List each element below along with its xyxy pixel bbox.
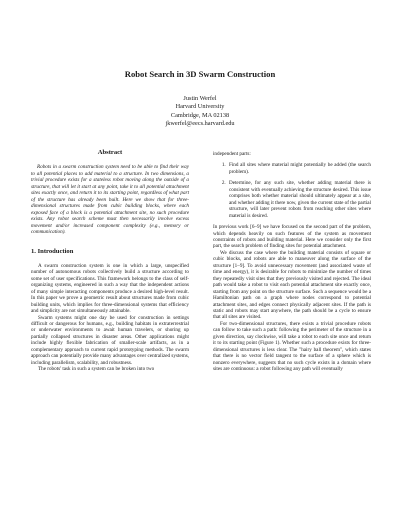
intro-paragraph: A swarm construction system is one in which a large, unspecified number of autonomous robots collectively build a structure according to some set of user specifications. This framework belongs to the class of self-organizing systems, engineered in such a way that the independent actions of many simple interacting components produce a desired high-level result. In this paper we prove a geometric result about structures made from cubic building units, which implies for three-dimensional systems that efficiency and simplicity are not simultaneously attainable. [31, 262, 189, 315]
abstract-text: Robots in a swarm construction system need to be able to find their way to all potential places to add material to a structure. In two dimensions, a trivial procedure exists for a stateless robot moving along the outside of a structure, that will let it start at any point, take it to all potential attachment sites exactly once, and return it to its starting point, regardless of what part of the structure has already been built. Here we show that for three-dimensional structures made from cubic building blocks, where each exposed face of a block is a potential attachment site, no such procedure exists. Any robot search scheme must then necessarily involve excess movement and/or increased component complexity (e.g., memory or communication). [31, 164, 189, 235]
body-paragraph: In previous work [6–9] we have focused on the second part of the problem, which depends heavily on such features of the system as movement constraints of robots and building material. Here we consider only the first part, the search problem of finding sites for potential attachment. [213, 224, 371, 250]
abstract-heading: Abstract [97, 149, 123, 156]
body-paragraph: We discuss the case where the building material consists of square or cubic blocks, and robots are able to maneuver along the surface of the structure [1–9]. To avoid unnecessary movement (and associated waste of time and energy), it is desirable for robots to minimize the number of times they repeatedly visit sites that they previously visited and rejected. The ideal path would take a robot to visit each potential attachment site exactly once, starting from any point on the structure surface. Such a sequence would be a Hamiltonian path on a graph where nodes correspond to potential attachment sites, and edges connect physically adjacent sites. If the path is static and robots may start anywhere, the path should be a cycle to ensure that all sites are visited. [213, 249, 371, 321]
author-location: Cambridge, MA 02138 [170, 111, 230, 119]
intro-paragraph: Swarm systems might one day be used for construction in settings difficult or dangerous for humans, e.g., building habitats in extraterrestrial or underwater environments to await human travelers, or shoring up partially collapsed structures in disaster areas. Other applications might include highly flexible fabrication of smaller-scale artifacts, as in a complementary approach to current rapid prototyping methods. The swarm approach can potentially provide many advantages over centralized systems, including parallelism, scalability, and robustness. [31, 314, 189, 366]
right-column [213, 151, 371, 373]
intro-heading: 1. Introduction [31, 248, 74, 256]
list-item: 1. Find all sites where material might potentially be added (the search problem). [227, 162, 371, 175]
list-intro: independent parts: [213, 151, 251, 157]
body-paragraph: For two-dimensional structures, there exists a trivial procedure robots can follow to take such a path: following the perimeter of the structure in a given direction, say clockwise, will take a robot to each site once and return it to its starting point (Figure 1). Whether such a procedure exists for three-dimensional structures is less clear. The "hairy ball theorem", which states that there is no vector field tangent to the surface of a sphere which is nonzero everywhere, suggests that no such cycle exists in a domain where sites are continuous: a robot following any path will eventually [213, 320, 371, 373]
paper-title: Robot Search in 3D Swarm Construction [124, 69, 276, 79]
intro-paragraph: The robots' task in such a system can be broken into two [38, 366, 155, 373]
left-column [31, 150, 189, 373]
author-email: jkwerfel@eecs.harvard.edu [165, 119, 235, 127]
list-item: 2. Determine, for any such site, whether adding material there is consistent with eventually achieving the structure desired. This issue comprises both whether material should ultimately appear at a site, and whether adding it there now, given the current state of the partial structure, will later prevent robots from reaching other sites where material is desired. [227, 180, 371, 219]
task-list [213, 162, 371, 219]
author-affiliation: Harvard University [175, 103, 225, 111]
author-name: Justin Werfel [183, 95, 217, 102]
author-block [0, 95, 400, 128]
